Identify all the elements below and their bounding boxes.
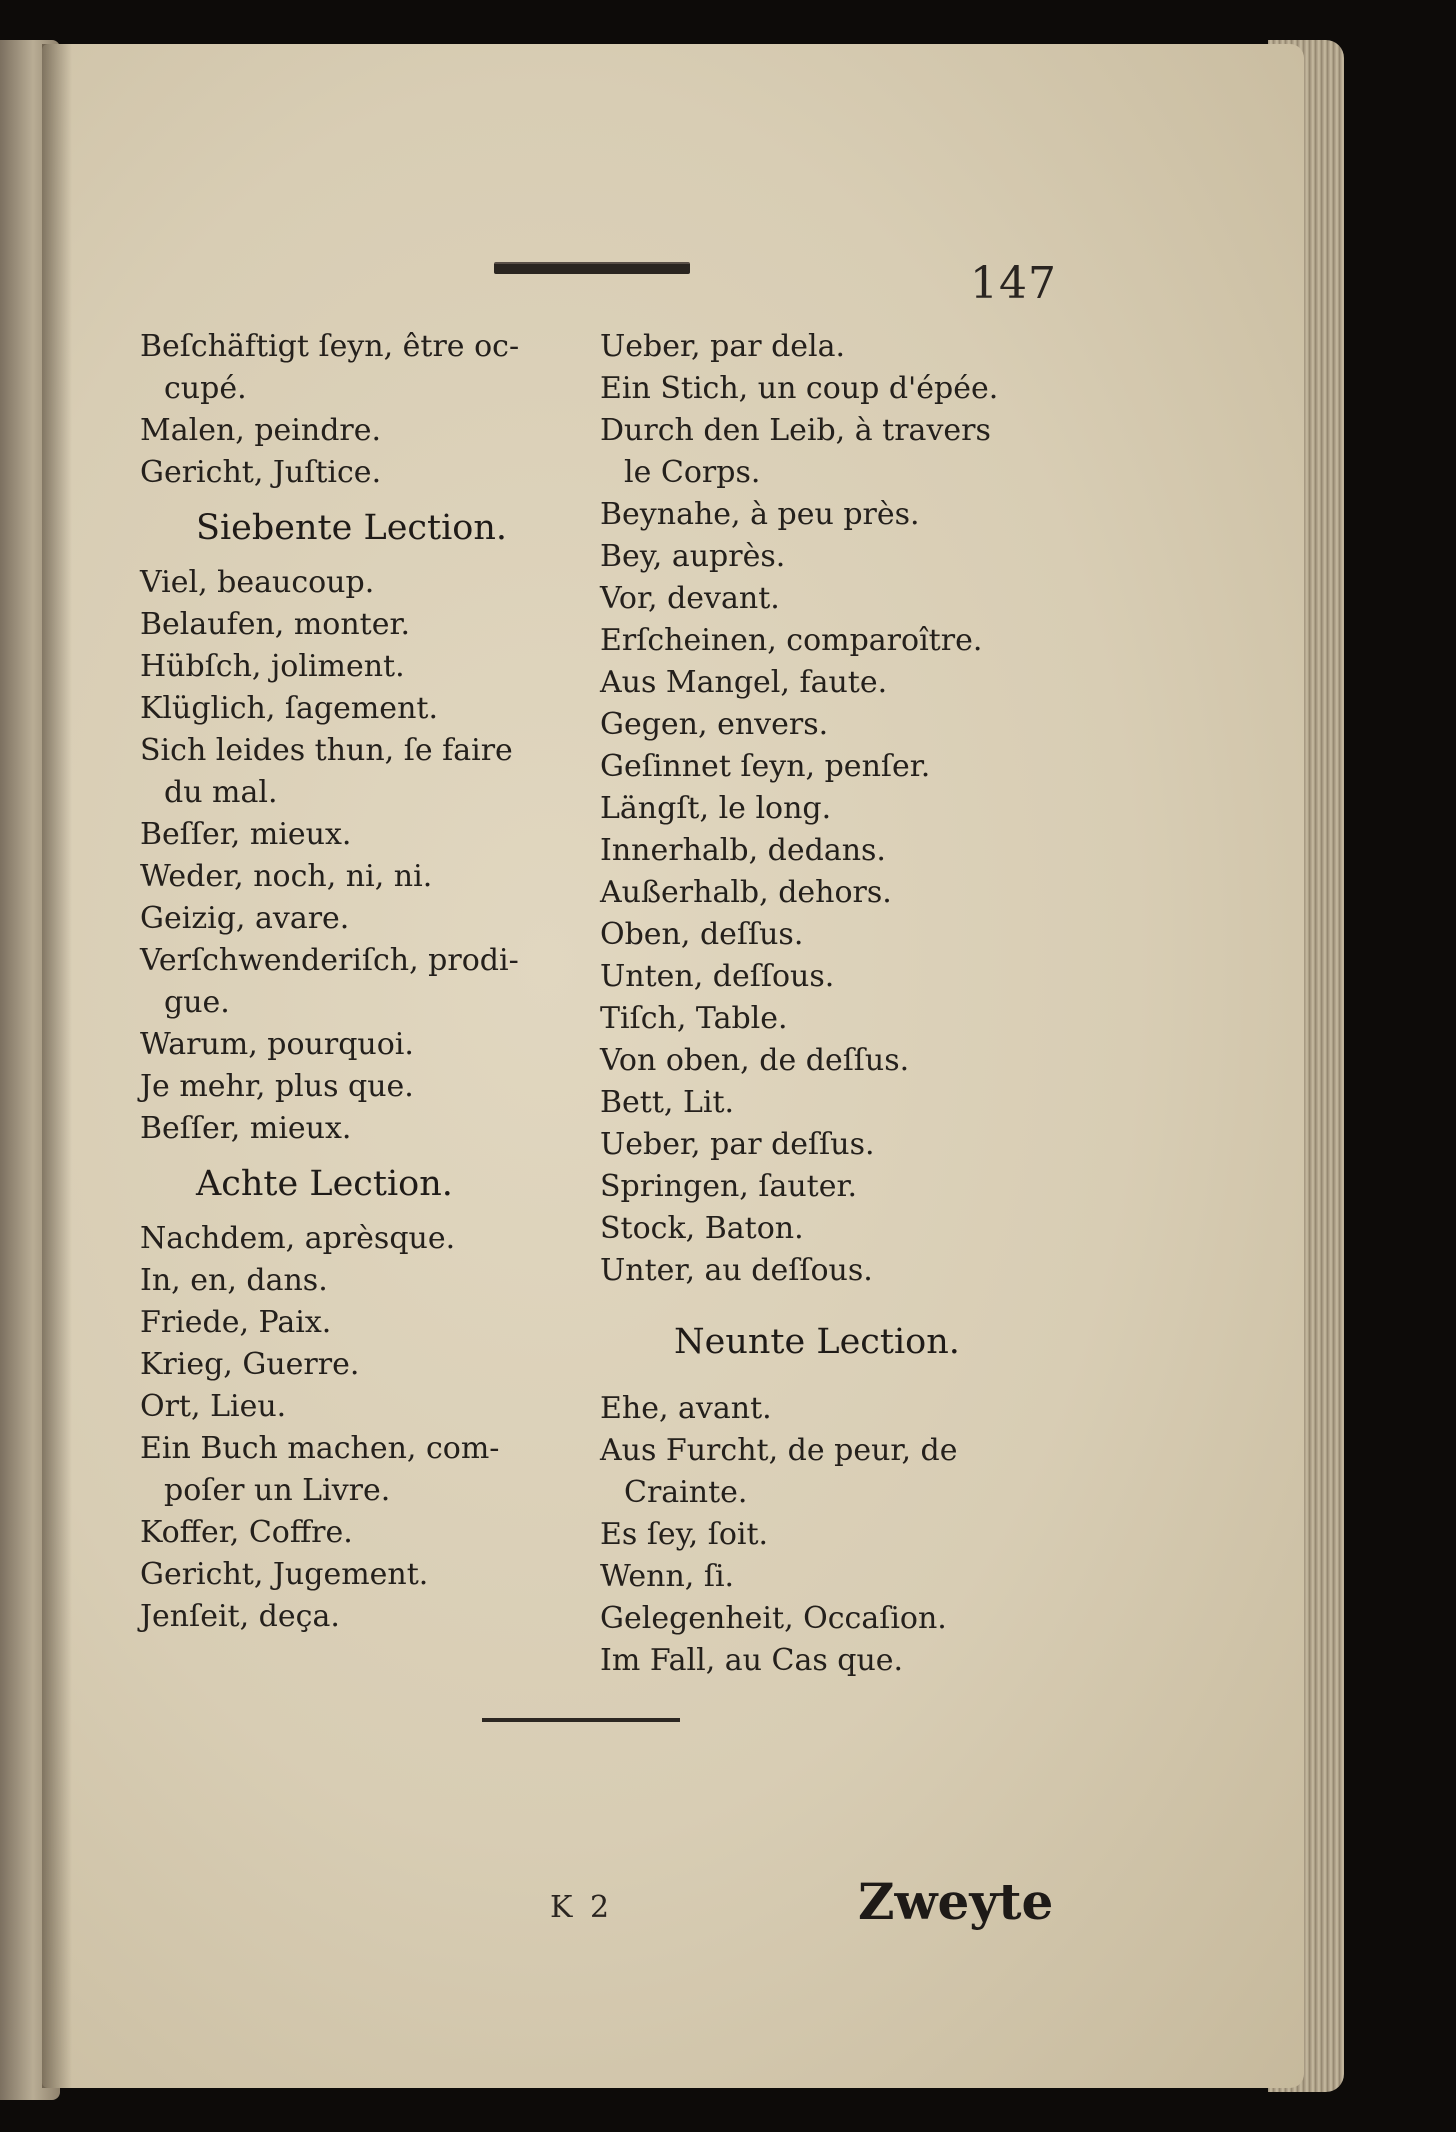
vocab-entry: Ort, Lieu. <box>140 1389 287 1424</box>
vocab-entry: Ein Stich, un coup d'épée. <box>600 371 999 406</box>
vocab-entry: Koffer, Coffre. <box>140 1515 353 1550</box>
vocab-entry: Gelegenheit, Occaſion. <box>600 1601 947 1636</box>
vocab-entry: Jenſeit, deça. <box>140 1599 340 1634</box>
vocab-entry: Ueber, par deſſus. <box>600 1127 875 1162</box>
vocab-entry: Aus Furcht, de peur, de <box>600 1433 958 1468</box>
vocab-entry: Friede, Paix. <box>140 1305 332 1340</box>
section-heading: Siebente Lection. <box>196 508 508 548</box>
vocab-entry: Tiſch, Table. <box>600 1001 788 1036</box>
vocab-entry: Längſt, le long. <box>600 791 832 826</box>
vocab-entry: Beynahe, à peu près. <box>600 497 920 532</box>
entry-continuation: cupé. <box>164 371 247 406</box>
vocab-entry: Aus Mangel, faute. <box>600 665 888 700</box>
vocab-entry: Viel, beaucoup. <box>140 565 375 600</box>
vocab-entry: Im Fall, au Cas que. <box>600 1643 904 1678</box>
vocab-entry: Von oben, de deſſus. <box>600 1043 910 1078</box>
signature-mark: K 2 <box>550 1890 614 1925</box>
vocab-entry: Stock, Baton. <box>600 1211 804 1246</box>
vocab-entry: Oben, deſſus. <box>600 917 804 952</box>
vocab-entry: Bey, auprès. <box>600 539 786 574</box>
vocab-entry: Gegen, envers. <box>600 707 829 742</box>
section-heading: Achte Lection. <box>196 1164 453 1204</box>
vocab-entry: Es ſey, ſoit. <box>600 1517 769 1552</box>
entry-continuation: Crainte. <box>624 1475 748 1510</box>
vocab-entry: Beſſer, mieux. <box>140 1111 352 1146</box>
vocab-entry: Erſcheinen, comparoître. <box>600 623 983 658</box>
vocab-entry: Springen, ſauter. <box>600 1169 858 1204</box>
vocab-entry: Malen, peindre. <box>140 413 382 448</box>
catchword: Zweyte <box>858 1872 1054 1931</box>
entry-continuation: gue. <box>164 985 230 1020</box>
vocab-entry: Gericht, Jugement. <box>140 1557 429 1592</box>
right-column <box>600 326 1050 1682</box>
vocab-entry: Außerhalb, dehors. <box>600 875 892 910</box>
vocab-entry: In, en, dans. <box>140 1263 328 1298</box>
vocab-entry: Vor, devant. <box>600 581 780 616</box>
vocab-entry: Klüglich, ſagement. <box>140 691 438 726</box>
vocab-entry: Ueber, par dela. <box>600 329 846 364</box>
vocab-entry: Nachdem, aprèsque. <box>140 1221 456 1256</box>
vocab-entry: Beſſer, mieux. <box>140 817 352 852</box>
left-column <box>140 326 570 1638</box>
vocab-entry: Ehe, avant. <box>600 1391 772 1426</box>
vocab-entry: Sich leides thun, ſe faire <box>140 733 513 768</box>
vocab-entry: Je mehr, plus que. <box>140 1069 414 1104</box>
vocab-entry: Geſinnet ſeyn, penſer. <box>600 749 931 784</box>
vocab-entry: Durch den Leib, à travers <box>600 413 991 448</box>
vocab-entry: Innerhalb, dedans. <box>600 833 886 868</box>
vocab-entry: Warum, pourquoi. <box>140 1027 414 1062</box>
section-heading: Neunte Lection. <box>674 1322 960 1362</box>
vocab-entry: Ein Buch machen, com- <box>140 1431 500 1466</box>
page-number: 147 <box>970 258 1057 309</box>
gutter-shadow <box>42 44 72 2088</box>
vocab-entry: Geizig, avare. <box>140 901 350 936</box>
header-ornament-rule <box>494 262 690 274</box>
vocab-entry: Weder, noch, ni, ni. <box>140 859 433 894</box>
vocab-entry: Bett, Lit. <box>600 1085 735 1120</box>
vocab-entry: Unter, au deſſous. <box>600 1253 873 1288</box>
vocab-entry: Verſchwenderiſch, prodi- <box>140 943 519 978</box>
entry-continuation: le Corps. <box>624 455 761 490</box>
entry-continuation: du mal. <box>164 775 278 810</box>
vocab-entry: Beſchäftigt ſeyn, être oc- <box>140 329 520 364</box>
vocab-entry: Unten, deſſous. <box>600 959 835 994</box>
entry-continuation: poſer un Livre. <box>164 1473 391 1508</box>
footer-rule <box>482 1718 680 1722</box>
vocab-entry: Krieg, Guerre. <box>140 1347 360 1382</box>
vocab-entry: Belaufen, monter. <box>140 607 411 642</box>
vocab-entry: Gericht, Juſtice. <box>140 455 382 490</box>
vocab-entry: Hübſch, joliment. <box>140 649 405 684</box>
vocab-entry: Wenn, ſi. <box>600 1559 735 1594</box>
